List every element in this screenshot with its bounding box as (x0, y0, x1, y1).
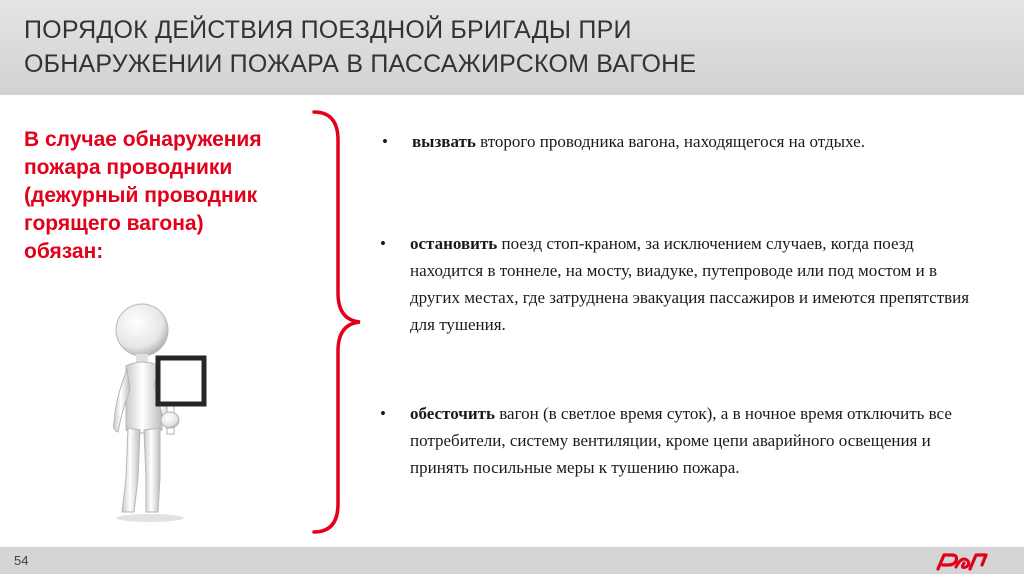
page-number: 54 (14, 553, 29, 568)
lead-line-3: (дежурный проводник (24, 184, 258, 207)
list-item-keyword: вызвать (412, 132, 476, 151)
list-item-text (410, 230, 970, 338)
list-item-body: второго проводника вагона, находящегося на отдыхе. (475, 132, 865, 151)
slide-title (24, 13, 984, 81)
list-item-body: вагон (в светлое время суток), а в ночное время отключить все потребители, систему вентиляции, кроме цепи аварийного освещения и принять посильные меры к тушению пожара. (410, 404, 952, 477)
rzd-logo-icon (936, 551, 990, 571)
lead-line-5: обязан: (24, 240, 104, 263)
slide-title-line-2: ОБНАРУЖЕНИИ ПОЖАРА В ПАССАЖИРСКОМ ВАГОНЕ (24, 50, 697, 78)
list-item-keyword: остановить (410, 234, 498, 253)
header-bar (0, 0, 1024, 95)
list-item-body: поезд стоп-краном, за исключением случаев, когда поезд находится в тоннеле, на мосту, виадуке, путепроводе или под мостом и в других местах, где затруднена эвакуация пассажиров и имеются препятствия для тушения. (410, 234, 970, 334)
bullet-icon: • (382, 132, 388, 151)
list-item-keyword: обесточить (410, 404, 495, 423)
slide-title-line-1: ПОРЯДОК ДЕЙСТВИЯ ПОЕЗДНОЙ БРИГАДЫ ПРИ (24, 16, 632, 44)
list-item-text (410, 400, 970, 481)
person-with-sign-illustration (100, 300, 215, 522)
lead-text (24, 126, 324, 266)
lead-line-2: пожара проводники (24, 156, 233, 179)
bullet-icon: • (380, 404, 386, 423)
lead-line-1: В случае обнаружения (24, 128, 262, 151)
footer-bar (0, 547, 1024, 574)
curly-brace-icon (310, 108, 370, 538)
list-item-text (412, 128, 957, 155)
bullet-icon: • (380, 234, 386, 253)
lead-line-4: горящего вагона) (24, 212, 204, 235)
